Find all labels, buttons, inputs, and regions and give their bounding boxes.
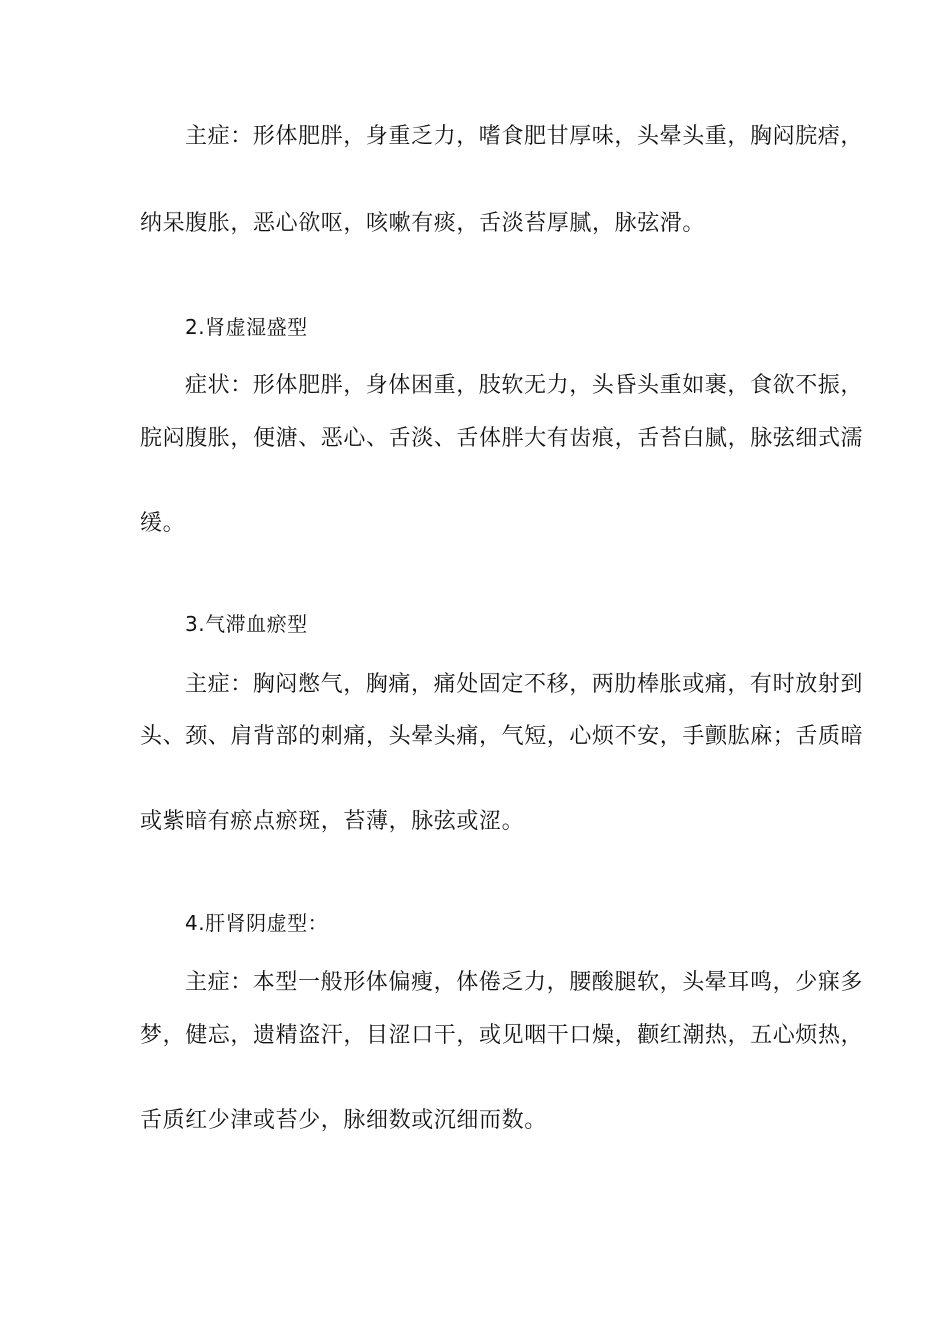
body-text-line: 梦，健忘，遗精盗汗，目涩口干，或见咽干口燥，颧红潮热，五心烦热， <box>140 1023 864 1048</box>
body-text-line: 头、颈、肩背部的刺痛，头晕头痛，气短，心烦不安，手颤肱麻；舌质暗 <box>140 724 864 749</box>
body-text-line: 或紫暗有瘀点瘀斑，苔薄，脉弦或涩。 <box>140 809 525 834</box>
section-heading: 4.肝肾阴虚型： <box>185 911 329 935</box>
body-text-line: 缓。 <box>140 511 186 536</box>
section-heading: 2.肾虚湿盛型 <box>185 315 308 339</box>
section-heading: 3.气滞血瘀型 <box>185 612 308 636</box>
body-text-line: 纳呆腹胀，恶心欲呕，咳嗽有痰，舌淡苔厚腻，脉弦滑。 <box>140 211 706 236</box>
body-text-line: 舌质红少津或苔少，脉细数或沉细而数。 <box>140 1108 547 1133</box>
body-text-line: 主症：胸闷憋气，胸痛，痛处固定不移，两肋棒胀或痛，有时放射到 <box>185 672 864 697</box>
body-text-line: 主症：本型一般形体偏瘦，体倦乏力，腰酸腿软，头晕耳鸣，少寐多 <box>185 970 864 995</box>
body-text-line: 脘闷腹胀，便溏、恶心、舌淡、舌体胖大有齿痕，舌苔白腻，脉弦细式濡 <box>140 426 864 451</box>
body-text-line: 主症：形体肥胖，身重乏力，嗜食肥甘厚味，头晕头重，胸闷脘痞， <box>185 124 864 149</box>
body-text-line: 症状：形体肥胖，身体困重，肢软无力，头昏头重如裹，食欲不振， <box>185 373 864 398</box>
